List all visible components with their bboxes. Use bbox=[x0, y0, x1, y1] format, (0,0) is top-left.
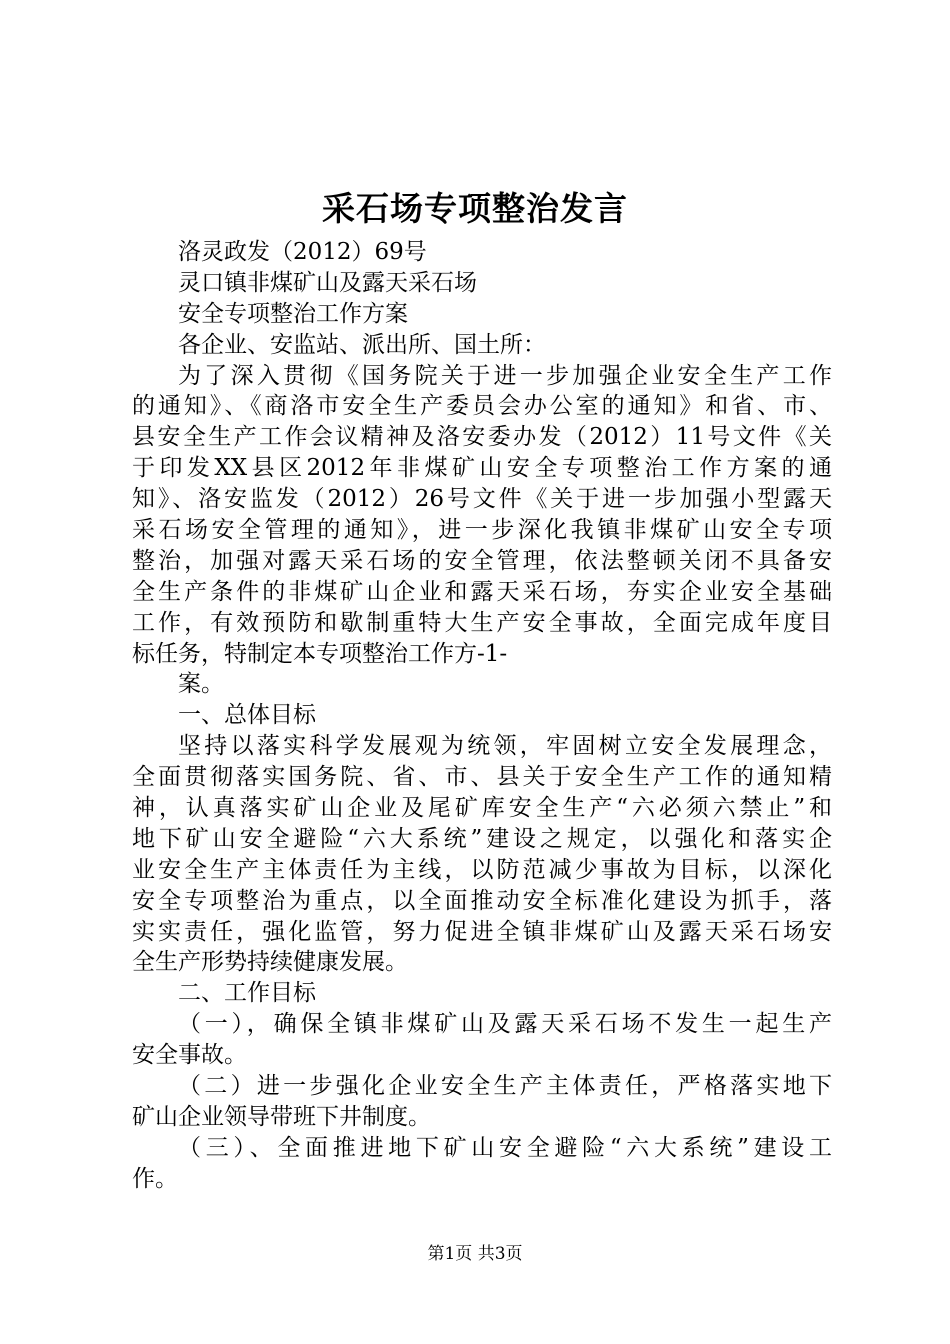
text-line: 安全事故。 bbox=[132, 1042, 247, 1069]
text-line: 灵口镇非煤矿山及露天采石场 bbox=[178, 269, 477, 296]
page-footer: 第1页 共3页 bbox=[427, 1244, 523, 1264]
text-line: 神，认真落实矿山企业及尾矿库安全生产“六必须六禁止”和 bbox=[132, 795, 832, 822]
page-title: 采石场专项整治发言 bbox=[322, 189, 628, 228]
text-line: 一、总体目标 bbox=[178, 702, 316, 729]
text-line: 二、工作目标 bbox=[178, 980, 316, 1007]
text-line: 为了深入贯彻《国务院关于进一步加强企业安全生产工作 bbox=[178, 362, 832, 389]
text-line: 地下矿山安全避险“六大系统”建设之规定，以强化和落实企 bbox=[132, 825, 832, 852]
text-line: （一），确保全镇非煤矿山及露天采石场不发生一起生产 bbox=[178, 1011, 832, 1038]
text-line: 采石场安全管理的通知》，进一步深化我镇非煤矿山安全专项 bbox=[132, 517, 832, 544]
text-line: 实实责任，强化监管，努力促进全镇非煤矿山及露天采石场安 bbox=[132, 918, 832, 945]
text-line: 安全专项整治工作方案 bbox=[178, 300, 408, 327]
text-line: （三）、全面推进地下矿山安全避险“六大系统”建设工 bbox=[178, 1134, 832, 1161]
text-line: （二）进一步强化企业安全生产主体责任，严格落实地下 bbox=[178, 1073, 832, 1100]
text-line: 全面贯彻落实国务院、省、市、县关于安全生产工作的通知精 bbox=[132, 764, 832, 791]
text-line: 矿山企业领导带班下井制度。 bbox=[132, 1103, 431, 1130]
text-line: 工作，有效预防和歇制重特大生产安全事故，全面完成年度目 bbox=[132, 609, 832, 636]
text-line: 安全专项整治为重点，以全面推动安全标准化建设为抓手，落 bbox=[132, 887, 832, 914]
text-line: 业安全生产主体责任为主线，以防范减少事故为目标，以深化 bbox=[132, 856, 832, 883]
text-line: 全生产形势持续健康发展。 bbox=[132, 949, 408, 976]
text-line: 各企业、安监站、派出所、国土所： bbox=[178, 331, 546, 358]
text-line: 县安全生产工作会议精神及洛安委办发（2012）11号文件《关 bbox=[132, 424, 832, 451]
text-line: 知》、洛安监发（2012）26号文件《关于进一步加强小型露天 bbox=[132, 486, 832, 513]
text-line: 坚持以落实科学发展观为统领，牢固树立安全发展理念， bbox=[178, 733, 832, 760]
text-line: 作。 bbox=[132, 1165, 178, 1192]
text-line: 标任务，特制定本专项整治工作方-1- bbox=[132, 640, 508, 667]
text-line: 案。 bbox=[178, 671, 224, 698]
text-line: 整治，加强对露天采石场的安全管理，依法整顿关闭不具备安 bbox=[132, 547, 832, 574]
text-line: 洛灵政发（2012）69号 bbox=[178, 239, 427, 265]
text-line: 于印发XX县区2012年非煤矿山安全专项整治工作方案的通 bbox=[132, 455, 832, 482]
document-body bbox=[132, 237, 832, 1195]
text-line: 的通知》、《商洛市安全生产委员会办公室的通知》和省、市、 bbox=[132, 393, 832, 420]
text-line: 全生产条件的非煤矿山企业和露天采石场，夯实企业安全基础 bbox=[132, 578, 832, 605]
